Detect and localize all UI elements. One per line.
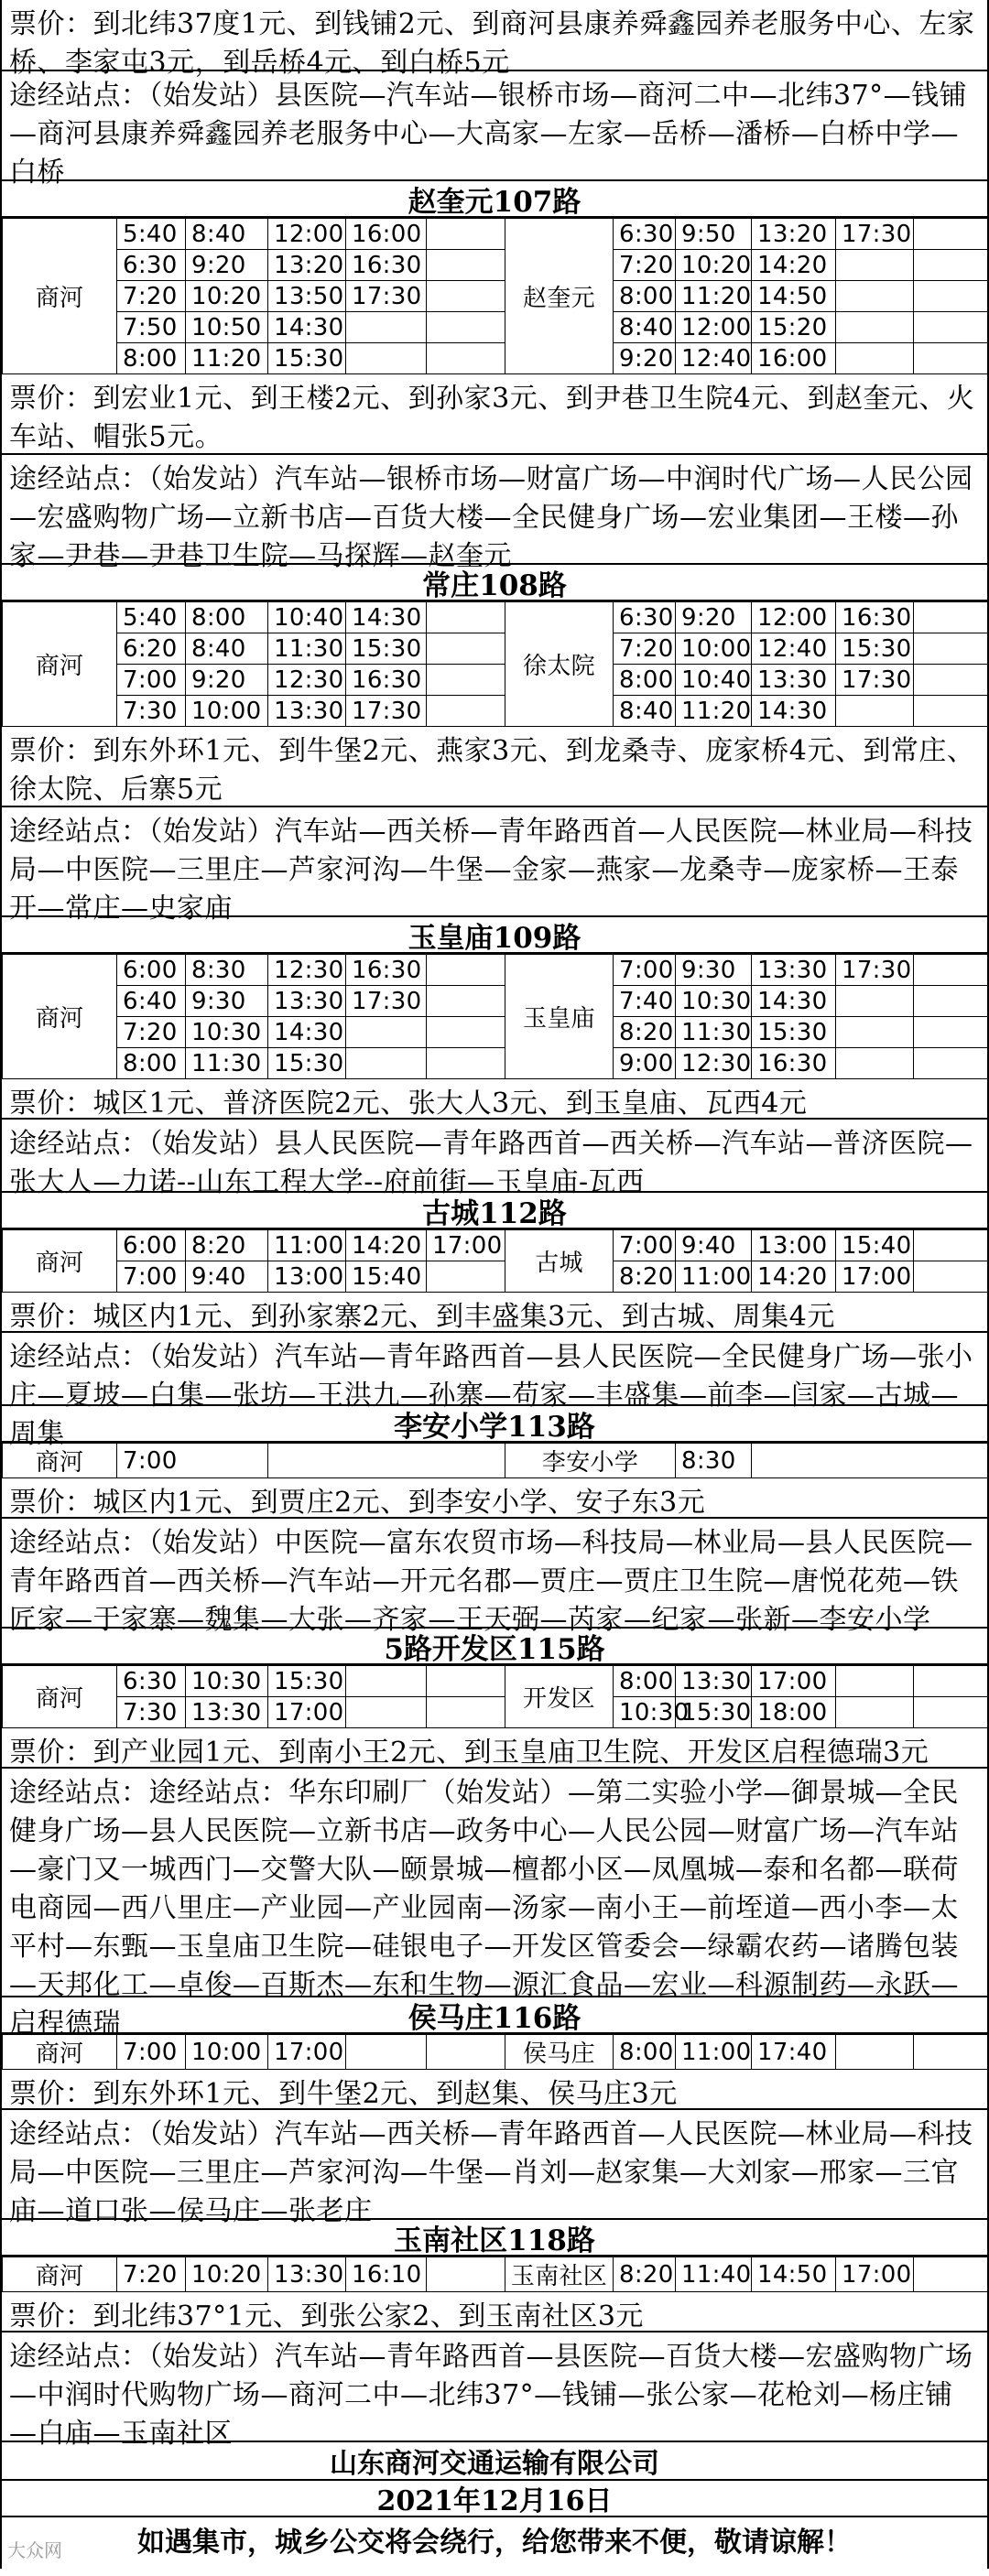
departure-station: 商河	[3, 602, 117, 727]
timetable-row	[3, 955, 988, 986]
empty-cell	[346, 343, 427, 374]
departure-time: 11:20	[676, 281, 752, 312]
departure-time: 17:00	[268, 2035, 346, 2070]
empty-cell	[427, 696, 505, 727]
empty-cell	[836, 1697, 914, 1728]
departure-time: 6:40	[117, 986, 186, 1017]
timetable-row	[3, 633, 988, 665]
timetable-row	[3, 1697, 988, 1728]
fare-text: 票价：城区内1元、到贾庄2元、到李安小学、安子东3元	[2, 1478, 987, 1519]
departure-time: 8:00	[614, 281, 676, 312]
departure-time: 13:50	[268, 281, 346, 312]
departure-station: 商河	[3, 219, 117, 374]
departure-time: 14:30	[752, 986, 836, 1017]
departure-time: 10:20	[676, 250, 752, 281]
empty-cell	[427, 633, 505, 665]
departure-time: 11:30	[676, 1017, 752, 1048]
return-station: 玉皇庙	[505, 955, 614, 1079]
departure-time: 10:00	[186, 2035, 268, 2070]
timetable-row	[3, 312, 988, 343]
departure-time: 7:50	[117, 312, 186, 343]
empty-cell	[427, 2035, 505, 2070]
empty-cell	[836, 696, 914, 727]
departure-time: 12:40	[752, 633, 836, 665]
return-station: 开发区	[505, 1666, 614, 1728]
empty-cell	[914, 696, 988, 727]
departure-time: 17:00	[752, 1666, 836, 1697]
departure-time: 5:40	[117, 219, 186, 250]
return-station: 玉南社区	[505, 2257, 614, 2292]
empty-cell	[914, 1230, 988, 1261]
departure-time: 16:30	[346, 955, 427, 986]
departure-time: 11:30	[186, 1048, 268, 1079]
empty-cell	[914, 665, 988, 696]
stops-text: 途经站点：（始发站）汽车站—西关桥—青年路西首—人民医院—林业局—科技局—中医院—三里庄—芦家河沟—牛堡—金家—燕家—龙桑寺—庞家桥—王泰开—常庄—史家庙	[2, 807, 987, 917]
stops-text: 途经站点：（始发站）汽车站—青年路西首—县医院—百货大楼—宏盛购物广场—中润时代购物广场—商河二中—北纬37°—钱铺—张公家—花枪刘—杨庄铺—白庙—玉南社区	[2, 2332, 987, 2442]
empty-cell	[836, 2035, 914, 2070]
timetable-row	[3, 2035, 988, 2070]
departure-time: 9:40	[186, 1261, 268, 1293]
departure-time: 8:00	[614, 2035, 676, 2070]
stops-text: 途经站点：（始发站）汽车站—银桥市场—财富广场—中润时代广场—人民公园—宏盛购物广场—立新书店—百货大楼—全民健身广场—宏业集团—王楼—孙家—尹巷—尹巷卫生院—马探辉—赵奎元	[2, 455, 987, 565]
departure-time: 9:00	[614, 1048, 676, 1079]
departure-time: 9:20	[614, 343, 676, 374]
departure-time: 13:20	[268, 250, 346, 281]
departure-time: 6:00	[117, 1230, 186, 1261]
departure-time: 11:00	[676, 2035, 752, 2070]
departure-time: 15:30	[752, 1017, 836, 1048]
departure-time: 15:30	[268, 343, 346, 374]
departure-time: 7:40	[614, 986, 676, 1017]
departure-time: 7:20	[117, 281, 186, 312]
departure-time: 15:30	[676, 1697, 752, 1728]
departure-time: 10:00	[186, 696, 268, 727]
return-station: 赵奎元	[505, 219, 614, 374]
departure-time: 17:00	[836, 1261, 914, 1293]
departure-time: 7:00	[614, 955, 676, 986]
departure-time: 10:30	[614, 1697, 676, 1728]
departure-time: 10:00	[676, 633, 752, 665]
departure-time: 9:20	[186, 250, 268, 281]
departure-time: 10:40	[268, 602, 346, 633]
route-title: 5路开发区115路	[2, 1629, 987, 1665]
empty-cell	[836, 1666, 914, 1697]
departure-time: 15:30	[836, 633, 914, 665]
departure-time: 13:30	[752, 955, 836, 986]
departure-time: 16:00	[752, 343, 836, 374]
departure-station: 商河	[3, 1230, 117, 1293]
departure-time: 16:30	[346, 665, 427, 696]
empty-cell	[346, 1017, 427, 1048]
empty-cell	[914, 633, 988, 665]
fare-text: 票价：到北纬37°1元、到张公家2、到玉南社区3元	[2, 2292, 987, 2332]
timetable-route-118	[2, 2257, 988, 2292]
empty-cell	[914, 281, 988, 312]
empty-cell	[427, 281, 505, 312]
empty-cell	[427, 2257, 505, 2292]
departure-time: 11:20	[186, 343, 268, 374]
departure-time: 11:40	[676, 2257, 752, 2292]
stops-text: 途经站点：（始发站）中医院—富东农贸市场—科技局—林业局—县人民医院—青年路西首—西关桥—汽车站—开元名郡—贾庄—贾庄卫生院—唐悦花苑—铁匠家—于家寨—魏集—大张—齐家—王天弼—芮家—纪家—张新—李安小学	[2, 1519, 987, 1629]
empty-cell	[914, 1048, 988, 1079]
empty-cell	[836, 343, 914, 374]
empty-cell	[427, 250, 505, 281]
departure-time: 13:30	[752, 665, 836, 696]
empty-cell	[427, 219, 505, 250]
empty-cell	[914, 602, 988, 633]
empty-cell	[914, 2257, 988, 2292]
departure-time: 16:10	[346, 2257, 427, 2292]
notice-banner	[2, 2517, 987, 2569]
empty-cell	[427, 343, 505, 374]
departure-time: 13:20	[752, 219, 836, 250]
departure-time: 12:00	[752, 602, 836, 633]
departure-time: 7:30	[117, 1697, 186, 1728]
departure-station: 商河	[3, 955, 117, 1079]
fare-text: 票价：到宏业1元、到王楼2元、到孙家3元、到尹巷卫生院4元、到赵奎元、火车站、帽张5元。	[2, 374, 987, 455]
empty-cell	[427, 955, 505, 986]
fare-text: 票价：到北纬37度1元、到钱铺2元、到商河县康养舜鑫园养老服务中心、左家桥、李家屯3元，到岳桥4元、到白桥5元	[2, 0, 987, 71]
departure-time: 9:50	[676, 219, 752, 250]
departure-time: 10:30	[676, 986, 752, 1017]
timetable-row	[3, 1048, 988, 1079]
empty-cell	[346, 1048, 427, 1079]
empty-cell	[914, 986, 988, 1017]
departure-time: 9:20	[186, 665, 268, 696]
departure-time: 7:20	[117, 2257, 186, 2292]
timetable-route-113	[2, 1443, 988, 1478]
departure-time: 14:50	[752, 2257, 836, 2292]
departure-station: 商河	[3, 1666, 117, 1728]
departure-time: 8:40	[614, 696, 676, 727]
departure-time: 17:00	[427, 1230, 505, 1261]
departure-time: 6:00	[117, 955, 186, 986]
departure-station: 商河	[3, 2257, 117, 2292]
departure-time: 12:30	[268, 665, 346, 696]
route-title: 玉皇庙109路	[2, 917, 987, 954]
departure-time: 13:30	[676, 1666, 752, 1697]
departure-time: 17:00	[268, 1697, 346, 1728]
empty-cell	[914, 2035, 988, 2070]
route-title: 李安小学113路	[2, 1406, 987, 1443]
departure-time: 14:30	[268, 312, 346, 343]
stops-text: 途经站点：（始发站）县人民医院—青年路西首—西关桥—汽车站—普济医院—张大人—力诺--山东工程大学--府前街—玉皇庙-瓦西	[2, 1120, 987, 1193]
departure-time: 10:50	[186, 312, 268, 343]
departure-time: 9:30	[676, 955, 752, 986]
timetable-row	[3, 986, 988, 1017]
timetable-row	[3, 696, 988, 727]
timetable-row	[3, 250, 988, 281]
timetable-route-108	[2, 601, 988, 727]
empty-cell	[914, 1017, 988, 1048]
stops-text: 途经站点：（始发站）县医院—汽车站—银桥市场—商河二中—北纬37°—钱铺—商河县康养舜鑫园养老服务中心—大高家—左家—岳桥—潘桥—白桥中学—白桥	[2, 71, 987, 181]
departure-time: 8:00	[614, 1666, 676, 1697]
departure-time: 9:40	[676, 1230, 752, 1261]
departure-time: 8:20	[614, 1017, 676, 1048]
departure-time: 16:00	[346, 219, 427, 250]
departure-time: 7:20	[117, 1017, 186, 1048]
departure-time: 13:30	[186, 1697, 268, 1728]
departure-time: 14:20	[752, 250, 836, 281]
departure-time: 9:30	[186, 986, 268, 1017]
departure-time: 7:30	[117, 696, 186, 727]
departure-time: 11:20	[676, 696, 752, 727]
stops-text: 途经站点：途经站点：华东印刷厂（始发站）—第二实验小学—御景城—全民健身广场—县人民医院—立新书店—政务中心—人民公园—财富广场—汽车站—豪门又一城西门—交警大队—颐景城—檀都小区—凤凰城—泰和名都—联荷电商园—西八里庄—产业园—产业园南—汤家—南小王—前垤道—西小李—太平村—东甄—玉皇庙卫生院—硅银电子—开发区管委会—绿霸农药—诸腾包装—天邦化工—卓俊—百斯杰—东和生物—源汇食品—宏业—科源制药—永跃—启程德瑞	[2, 1769, 987, 1997]
empty-cell	[427, 1697, 505, 1728]
empty-cell	[914, 1261, 988, 1293]
empty-cell	[427, 1666, 505, 1697]
empty-cell	[836, 250, 914, 281]
departure-time: 12:00	[676, 312, 752, 343]
departure-time: 8:30	[676, 1444, 752, 1478]
departure-time: 10:40	[676, 665, 752, 696]
return-station: 侯马庄	[505, 2035, 614, 2070]
departure-time: 17:30	[346, 696, 427, 727]
departure-time: 15:20	[752, 312, 836, 343]
route-title: 古城112路	[2, 1193, 987, 1229]
empty-cell	[836, 312, 914, 343]
departure-time: 11:00	[268, 1230, 346, 1261]
departure-time: 6:30	[117, 250, 186, 281]
notice-text: 如遇集市，城乡公交将会绕行，给您带来不便，敬请谅解！	[137, 2527, 852, 2559]
return-station: 古城	[505, 1230, 614, 1293]
departure-time: 17:00	[836, 2257, 914, 2292]
fare-text: 票价：城区内1元、到孙家寨2元、到丰盛集3元、到古城、周集4元	[2, 1293, 987, 1333]
departure-time: 14:50	[752, 281, 836, 312]
stops-text: 途经站点：（始发站）汽车站—西关桥—青年路西首—人民医院—林业局—科技局—中医院—三里庄—芦家河沟—牛堡—肖刘—赵家集—大刘家—邢家—三官庙—道口张—侯马庄—张老庄	[2, 2110, 987, 2220]
departure-time: 15:30	[268, 1666, 346, 1697]
departure-time: 14:20	[346, 1230, 427, 1261]
route-title: 侯马庄116路	[2, 1997, 987, 2034]
fare-text: 票价：到东外环1元、到牛堡2元、到赵集、侯马庄3元	[2, 2070, 987, 2110]
timetable-row	[3, 281, 988, 312]
departure-time: 11:00	[676, 1261, 752, 1293]
departure-station: 商河	[3, 2035, 117, 2070]
timetable-row	[3, 602, 988, 633]
departure-time: 5:40	[117, 602, 186, 633]
departure-time: 6:30	[614, 602, 676, 633]
timetable-route-112	[2, 1229, 988, 1293]
empty-cell	[836, 1017, 914, 1048]
departure-time: 17:30	[836, 219, 914, 250]
timetable-row	[3, 343, 988, 374]
timetable-route-109	[2, 954, 988, 1079]
departure-time: 13:00	[268, 1261, 346, 1293]
departure-time: 6:30	[117, 1666, 186, 1697]
departure-time: 13:30	[268, 2257, 346, 2292]
departure-time: 8:20	[186, 1230, 268, 1261]
departure-time: 11:30	[268, 633, 346, 665]
departure-time: 8:20	[614, 2257, 676, 2292]
departure-time: 17:30	[346, 281, 427, 312]
departure-time: 13:30	[268, 696, 346, 727]
fare-text: 票价：城区1元、普济医院2元、张大人3元、到玉皇庙、瓦西4元	[2, 1079, 987, 1120]
issue-date: 2021年12月16日	[2, 2481, 987, 2517]
departure-time: 12:30	[268, 955, 346, 986]
timetable-row	[3, 2257, 988, 2292]
departure-time: 8:20	[614, 1261, 676, 1293]
timetable-row	[3, 1230, 988, 1261]
departure-time: 13:00	[752, 1230, 836, 1261]
empty-cell	[914, 1697, 988, 1728]
departure-time: 16:30	[836, 602, 914, 633]
departure-time: 7:00	[117, 1261, 186, 1293]
departure-time: 6:30	[614, 219, 676, 250]
departure-station: 商河	[3, 1444, 117, 1478]
departure-time: 7:00	[117, 1444, 268, 1478]
departure-time: 17:30	[836, 955, 914, 986]
departure-time: 13:30	[268, 986, 346, 1017]
departure-time: 17:40	[752, 2035, 836, 2070]
return-station: 李安小学	[505, 1444, 676, 1478]
stops-text: 途经站点：（始发站）汽车站—青年路西首—县人民医院—全民健身广场—张小庄—夏坡—白集—张坊—王洪九—孙寨—苟家—丰盛集—前李—闫家—古城—周集	[2, 1333, 987, 1406]
departure-time: 7:00	[117, 2035, 186, 2070]
watermark-logo: 大众网	[7, 2539, 62, 2561]
departure-time: 14:20	[752, 1261, 836, 1293]
timetable-row	[3, 1666, 988, 1697]
timetable-route-107	[2, 218, 988, 374]
empty-cell	[427, 665, 505, 696]
return-station: 徐太院	[505, 602, 614, 727]
company-name: 山东商河交通运输有限公司	[2, 2442, 987, 2481]
empty-cell	[914, 1666, 988, 1697]
departure-time: 12:40	[676, 343, 752, 374]
fare-text: 票价：到产业园1元、到南小王2元、到玉皇庙卫生院、开发区启程德瑞3元	[2, 1728, 987, 1769]
departure-time: 12:30	[676, 1048, 752, 1079]
empty-cell	[427, 1261, 505, 1293]
departure-time: 7:20	[614, 633, 676, 665]
empty-cell	[836, 281, 914, 312]
departure-time: 7:20	[614, 250, 676, 281]
route-title: 玉南社区118路	[2, 2220, 987, 2257]
departure-time: 10:30	[186, 1017, 268, 1048]
departure-time: 16:30	[752, 1048, 836, 1079]
departure-time: 14:30	[752, 696, 836, 727]
departure-time: 8:00	[117, 343, 186, 374]
empty-cell	[268, 1444, 505, 1478]
timetable-row	[3, 1017, 988, 1048]
departure-time: 12:00	[268, 219, 346, 250]
departure-time: 8:00	[117, 1048, 186, 1079]
departure-time: 8:40	[614, 312, 676, 343]
route-title: 常庄108路	[2, 565, 987, 601]
route-title: 赵奎元107路	[2, 181, 987, 218]
timetable-row	[3, 665, 988, 696]
departure-time: 10:20	[186, 281, 268, 312]
empty-cell	[427, 1017, 505, 1048]
empty-cell	[427, 312, 505, 343]
departure-time: 17:30	[836, 665, 914, 696]
empty-cell	[914, 312, 988, 343]
timetable-route-115	[2, 1665, 988, 1728]
departure-time: 15:40	[836, 1230, 914, 1261]
empty-cell	[752, 1444, 988, 1478]
departure-time: 9:20	[676, 602, 752, 633]
empty-cell	[836, 1048, 914, 1079]
departure-time: 14:30	[268, 1017, 346, 1048]
departure-time: 15:30	[268, 1048, 346, 1079]
empty-cell	[346, 1666, 427, 1697]
empty-cell	[346, 312, 427, 343]
empty-cell	[427, 986, 505, 1017]
departure-time: 8:40	[186, 219, 268, 250]
empty-cell	[914, 219, 988, 250]
departure-time: 10:20	[186, 2257, 268, 2292]
departure-time: 8:00	[186, 602, 268, 633]
departure-time: 15:30	[346, 633, 427, 665]
departure-time: 7:00	[117, 665, 186, 696]
empty-cell	[914, 955, 988, 986]
departure-time: 8:30	[186, 955, 268, 986]
departure-time: 7:00	[614, 1230, 676, 1261]
departure-time: 8:00	[614, 665, 676, 696]
departure-time: 14:30	[346, 602, 427, 633]
empty-cell	[346, 2035, 427, 2070]
departure-time: 15:40	[346, 1261, 427, 1293]
departure-time: 6:20	[117, 633, 186, 665]
departure-time: 8:40	[186, 633, 268, 665]
departure-time: 16:30	[346, 250, 427, 281]
timetable-row	[3, 1261, 988, 1293]
timetable-route-116	[2, 2034, 988, 2070]
empty-cell	[427, 602, 505, 633]
empty-cell	[346, 1697, 427, 1728]
timetable-row	[3, 219, 988, 250]
fare-text: 票价：到东外环1元、到牛堡2元、燕家3元、到龙桑寺、庞家桥4元、到常庄、徐太院、后寨5元	[2, 727, 987, 807]
empty-cell	[914, 250, 988, 281]
empty-cell	[836, 986, 914, 1017]
departure-time: 18:00	[752, 1697, 836, 1728]
empty-cell	[914, 343, 988, 374]
departure-time: 17:30	[346, 986, 427, 1017]
empty-cell	[427, 1048, 505, 1079]
departure-time: 10:30	[186, 1666, 268, 1697]
